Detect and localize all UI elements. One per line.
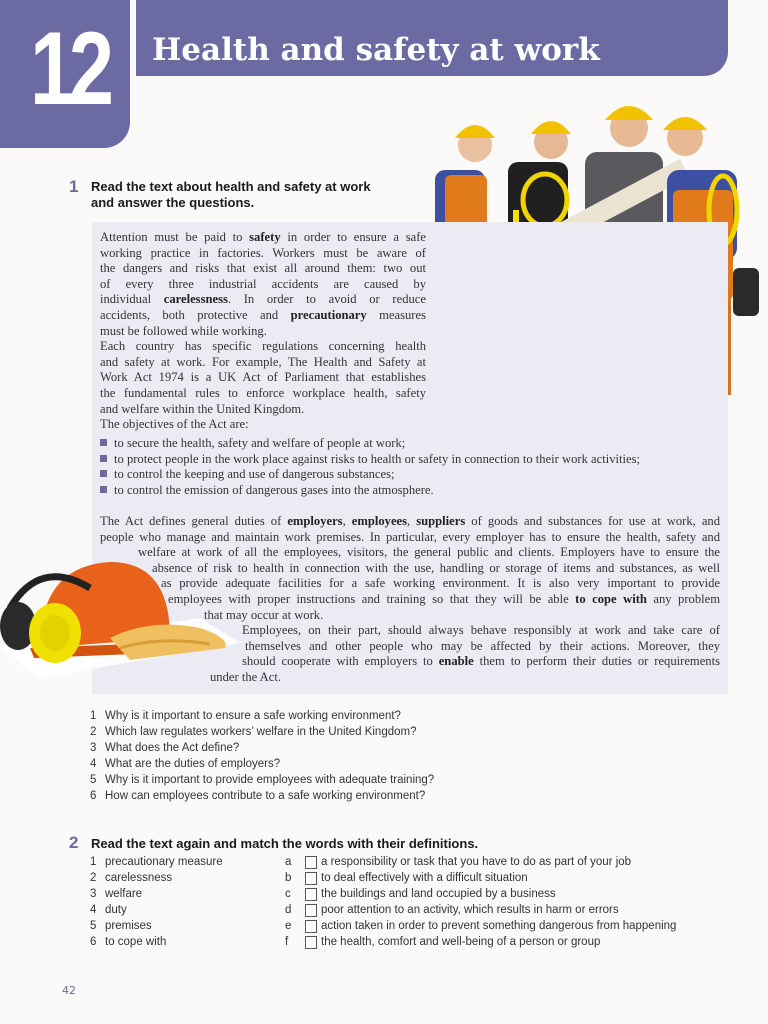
text-span: of goods and substances for use at work, and — [465, 514, 721, 528]
text-line — [100, 402, 426, 418]
match-word: premises — [105, 920, 152, 932]
instruction-line: Read the text about health and safety at work — [91, 179, 371, 194]
word-number: 1 — [90, 856, 97, 868]
text-span: employees with proper instructions and training so that they will be able — [168, 591, 576, 606]
text-span: must be followed while working. — [100, 323, 267, 338]
objective-text: to protect people in the work place against risks to health or safety in connection to their work activities; — [114, 451, 640, 466]
text-span: measures — [366, 307, 426, 322]
match-word: duty — [105, 904, 127, 916]
definition-letter: f — [285, 936, 289, 948]
unit-number-box — [0, 0, 130, 148]
objective-text: to control the emission of dangerous gases into the atmosphere. — [114, 482, 434, 497]
matching-row — [90, 934, 676, 950]
matching-row — [90, 902, 676, 918]
text-span: The objectives of the Act are: — [100, 417, 249, 432]
question-list — [90, 708, 730, 804]
bullet-icon — [100, 470, 107, 477]
text-span: the fundamental rules to enforce workplace health, safety — [100, 385, 426, 400]
word-number: 2 — [90, 872, 97, 884]
text-span: Employees, on their part, should always behave responsibly at work and take care of — [242, 623, 720, 638]
text-line — [100, 261, 426, 277]
unit-number: 12 — [30, 11, 108, 127]
key-term: to cope with — [575, 591, 647, 606]
question-number: 5 — [90, 774, 97, 786]
key-term: suppliers — [416, 514, 466, 528]
word-number: 5 — [90, 920, 97, 932]
text-span: them to perform their duties or requirements — [473, 654, 720, 669]
question-number: 1 — [90, 710, 97, 722]
question-number: 3 — [90, 742, 97, 754]
text-span: , — [342, 514, 352, 528]
text-span: should cooperate with employers to — [242, 654, 439, 669]
matching-row — [90, 854, 676, 870]
text-line — [100, 246, 426, 262]
question-text: Why is it important to provide employees with adequate training? — [105, 774, 435, 786]
instruction-line: and answer the questions. — [91, 195, 255, 210]
text-span: absence of risk to health in connection with the use, handling or storage of items and substances, as well — [152, 560, 720, 575]
definition-text: the health, comfort and well-being of a person or group — [321, 936, 601, 948]
definition-letter: d — [285, 904, 292, 916]
text-span: accidents, both protective and — [100, 307, 291, 322]
text-span: Work Act 1974 is a UK Act of Parliament that establishes — [100, 370, 426, 385]
text-span: themselves and other people who may be affected by their actions. Moreover, they — [245, 638, 720, 653]
answer-checkbox[interactable] — [305, 856, 317, 869]
question-text: Why is it important to ensure a safe working environment? — [105, 710, 401, 722]
text-span: of every three industrial accidents are caused by — [100, 276, 426, 291]
question-text: How can employees contribute to a safe working environment? — [105, 790, 426, 802]
answer-checkbox[interactable] — [305, 872, 317, 885]
match-word: carelessness — [105, 872, 173, 884]
objectives-list — [100, 436, 720, 498]
unit-title: Health and safety at work — [152, 32, 600, 68]
question-item — [90, 724, 730, 740]
text-span: , — [407, 514, 417, 528]
title-bar — [136, 0, 728, 76]
page-number: 42 — [62, 984, 76, 997]
matching-list — [90, 854, 676, 950]
text-span: Each country has specific regulations concerning health — [100, 339, 426, 354]
bullet-icon — [100, 439, 107, 446]
reading-paragraph-1 — [100, 230, 426, 433]
matching-row — [90, 918, 676, 934]
definition-text: poor attention to an activity, which results in harm or errors — [321, 904, 619, 916]
question-item — [90, 708, 730, 724]
text-span: and welfare within the United Kingdom. — [100, 401, 305, 416]
definition-text: a responsibility or task that you have to do as part of your job — [321, 856, 632, 868]
question-text: What does the Act define? — [105, 742, 240, 754]
text-line — [100, 514, 720, 530]
objective-item — [100, 436, 720, 452]
match-word: welfare — [105, 888, 143, 900]
key-term: employees — [351, 514, 408, 528]
matching-row — [90, 886, 676, 902]
text-span: any problem — [646, 591, 720, 606]
bullet-icon — [100, 486, 107, 493]
answer-checkbox[interactable] — [305, 936, 317, 949]
objective-text: to control the keeping and use of dangerous substances; — [114, 467, 395, 482]
match-word: to cope with — [105, 936, 167, 948]
question-item — [90, 756, 730, 772]
definition-text: to deal effectively with a difficult situation — [321, 872, 528, 884]
question-number: 2 — [90, 726, 97, 738]
key-term: precautionary — [290, 307, 367, 322]
question-text: What are the duties of employers? — [105, 758, 281, 770]
question-item — [90, 772, 730, 788]
definition-text: action taken in order to prevent something dangerous from happening — [321, 920, 677, 932]
bullet-icon — [100, 455, 107, 462]
question-number: 4 — [90, 758, 97, 770]
key-term: safety — [249, 230, 281, 244]
text-line — [100, 386, 426, 402]
definition-letter: c — [285, 888, 291, 900]
definition-letter: a — [285, 856, 292, 868]
text-span: welfare at work of all the employees, visitors, the general public and clients. Employers have to ensure the — [138, 545, 720, 560]
definition-letter: e — [285, 920, 292, 932]
text-span: people who manage and maintain work premises. In particular, every employer has to ensure the health, safety and — [100, 529, 720, 544]
match-word: precautionary measure — [105, 856, 223, 868]
text-span: under the Act. — [210, 669, 281, 684]
text-line — [100, 417, 426, 433]
objective-item — [100, 483, 720, 499]
text-line — [100, 277, 426, 293]
word-number: 6 — [90, 936, 97, 948]
answer-checkbox[interactable] — [305, 904, 317, 917]
text-line — [100, 324, 426, 340]
text-span: working practice in factories. Workers must be aware of — [100, 245, 426, 260]
key-term: enable — [438, 654, 474, 669]
text-line — [100, 355, 426, 371]
question-item — [90, 740, 730, 756]
exercise-2-number: 2 — [69, 833, 79, 852]
matching-row — [90, 870, 676, 886]
definition-letter: b — [285, 872, 292, 884]
text-line — [100, 339, 426, 355]
exercise-1-instruction — [91, 179, 371, 211]
text-line — [100, 230, 426, 246]
text-span: The Act defines general duties of — [100, 514, 288, 528]
key-term: employers — [287, 514, 343, 528]
text-line — [100, 292, 426, 308]
text-span: individual — [100, 292, 164, 307]
word-number: 4 — [90, 904, 97, 916]
answer-checkbox[interactable] — [305, 920, 317, 933]
word-number: 3 — [90, 888, 97, 900]
text-span: and safety at work. For example, The Health and Safety at — [100, 354, 426, 369]
text-line — [100, 370, 426, 386]
text-span: Attention must be paid to — [100, 230, 250, 244]
question-text: Which law regulates workers’ welfare in the United Kingdom? — [105, 726, 417, 738]
safety-gear-image — [0, 548, 240, 683]
question-item — [90, 788, 730, 804]
exercise-2-instruction: Read the text again and match the words with their definitions. — [91, 836, 479, 851]
question-number: 6 — [90, 790, 97, 802]
text-line — [100, 308, 426, 324]
exercise-1-number: 1 — [69, 177, 79, 196]
text-span: the dangers and risks that exist all around them: two out — [100, 261, 426, 276]
objective-text: to secure the health, safety and welfare of people at work; — [114, 436, 406, 450]
text-span: as provide adequate facilities for a safe working environment. It is also very important to provide — [161, 576, 720, 591]
text-span: in order to ensure a safe — [280, 230, 426, 244]
text-span: that may occur at work. — [204, 607, 324, 622]
definition-text: the buildings and land occupied by a business — [321, 888, 556, 900]
text-span: . In order to avoid or reduce — [227, 292, 426, 307]
objective-item — [100, 467, 720, 483]
key-term: carelessness — [163, 292, 228, 307]
objective-item — [100, 452, 720, 468]
text-line — [100, 530, 720, 546]
answer-checkbox[interactable] — [305, 888, 317, 901]
